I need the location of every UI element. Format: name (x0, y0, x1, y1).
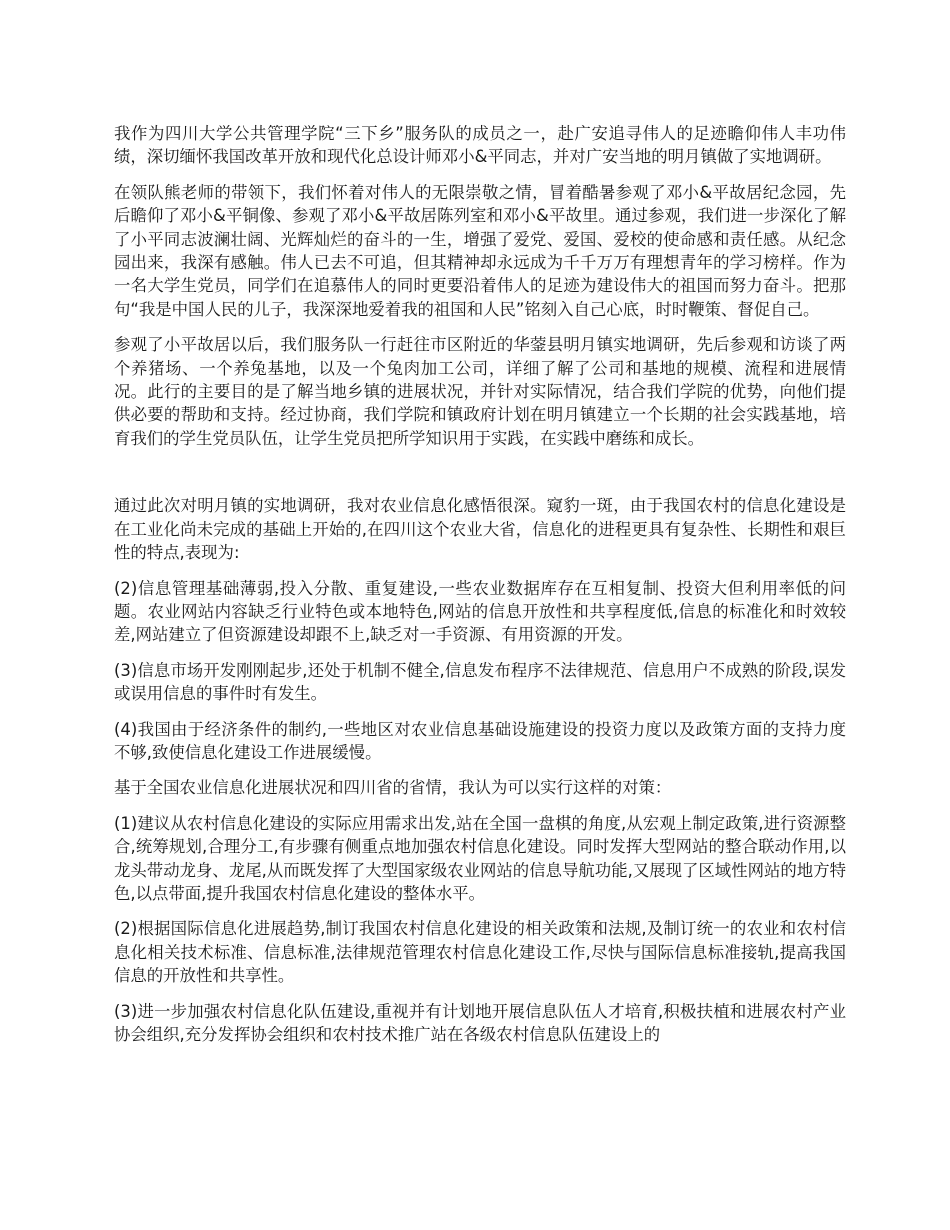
paragraph-measure-2: (2)根据国际信息化进展趋势,制订我国农村信息化建设的相关政策和法规,及制订统一的农业和农村信息化相关技术标准、信息标准,法律规范管理农村信息化建设工作,尽快与国际信息标准接轨,提高我国信息的开放性和共享性。 (114, 919, 846, 986)
paragraph-issue-4: (4)我国由于经济条件的制约,一些地区对农业信息基础设施建设的投资力度以及政策方面的支持力度不够,致使信息化建设工作进展缓慢。 (114, 719, 846, 762)
paragraph-issue-3: (3)信息市场开发刚刚起步,还处于机制不健全,信息发布程序不法律规范、信息用户不成熟的阶段,误发或误用信息的事件时有发生。 (114, 660, 846, 704)
paragraph-issue-2: (2)信息管理基础薄弱,投入分散、重复建设,一些农业数据库存在互相复制、投资大但利用率低的问题。农业网站内容缺乏行业特色或本地特色,网站的信息开放性和共享程度低,信息的标准化和时效较差,网站建立了但资源建设却跟不上,缺乏对一手资源、有用资源的开发。 (114, 578, 846, 645)
document-body (114, 122, 846, 1058)
paragraph-measure-1: (1)建议从农村信息化建设的实际应用需求出发,站在全国一盘棋的角度,从宏观上制定政策,进行资源整合,统筹规划,合理分工,有步骤有侧重点地加强农村信息化建设。同时发挥大型网站的整合联动作用,以龙头带动龙身、龙尾,从而既发挥了大型国家级农业网站的信息导航功能,又展现了区域性网站的地方特色,以点带面,提升我国农村信息化建设的整体水平。 (114, 813, 846, 903)
paragraph-memorial-visit: 在领队熊老师的带领下，我们怀着对伟人的无限崇敬之情，冒着酷暑参观了邓小&平故居纪念园，先后瞻仰了邓小&平铜像、参观了邓小&平故居陈列室和邓小&平故里。通过参观，我们进一步深化了解了小平同志波澜壮阔、光辉灿烂的奋斗的一生，增强了爱党、爱国、爱校的使命感和责任感。从纪念园出来，我深有感触。伟人已去不可追，但其精神却永远成为千千万万有理想青年的学习榜样。作为一名大学生党员，同学们在追慕伟人的同时更要沿着伟人的足迹为建设伟大的祖国而努力奋斗。把那句“我是中国人民的儿子，我深深地爱着我的祖国和人民”铭刻入自己心底，时时鞭策、督促自己。 (114, 182, 846, 319)
paragraph-informatization-intro: 通过此次对明月镇的实地调研，我对农业信息化感悟很深。窥豹一斑，由于我国农村的信息化建设是在工业化尚未完成的基础上开始的,在四川这个农业大省，信息化的进程更具有复杂性、长期性和艰巨性的特点,表现为: (114, 496, 846, 563)
section-gap (114, 462, 846, 494)
paragraph-intro: 我作为四川大学公共管理学院“三下乡”服务队的成员之一，赴广安追寻伟人的足迹瞻仰伟人丰功伟绩，深切缅怀我国改革开放和现代化总设计师邓小&平同志，并对广安当地的明月镇做了实地调研。 (114, 124, 846, 167)
paragraph-countermeasures-intro: 基于全国农业信息化进展状况和四川省的省情，我认为可以实行这样的对策： (114, 778, 672, 798)
paragraph-measure-3: (3)进一步加强农村信息化队伍建设,重视并有计划地开展信息队伍人才培育,积极扶植和进展农村产业协会组织,充分发挥协会组织和农村技术推广站在各级农村信息队伍建设上的 (114, 1001, 846, 1044)
paragraph-mingyue-survey: 参观了小平故居以后，我们服务队一行赶往市区附近的华蓥县明月镇实地调研，先后参观和访谈了两个养猪场、一个养兔基地，以及一个兔肉加工公司，详细了解了公司和基地的规模、流程和进展情况。此行的主要目的是了解当地乡镇的进展状况，并针对实际情况，结合我们学院的优势，向他们提供必要的帮助和支持。经过协商，我们学院和镇政府计划在明月镇建立一个长期的社会实践基地，培育我们的学生党员队伍，让学生党员把所学知识用于实践，在实践中磨练和成长。 (114, 335, 846, 448)
